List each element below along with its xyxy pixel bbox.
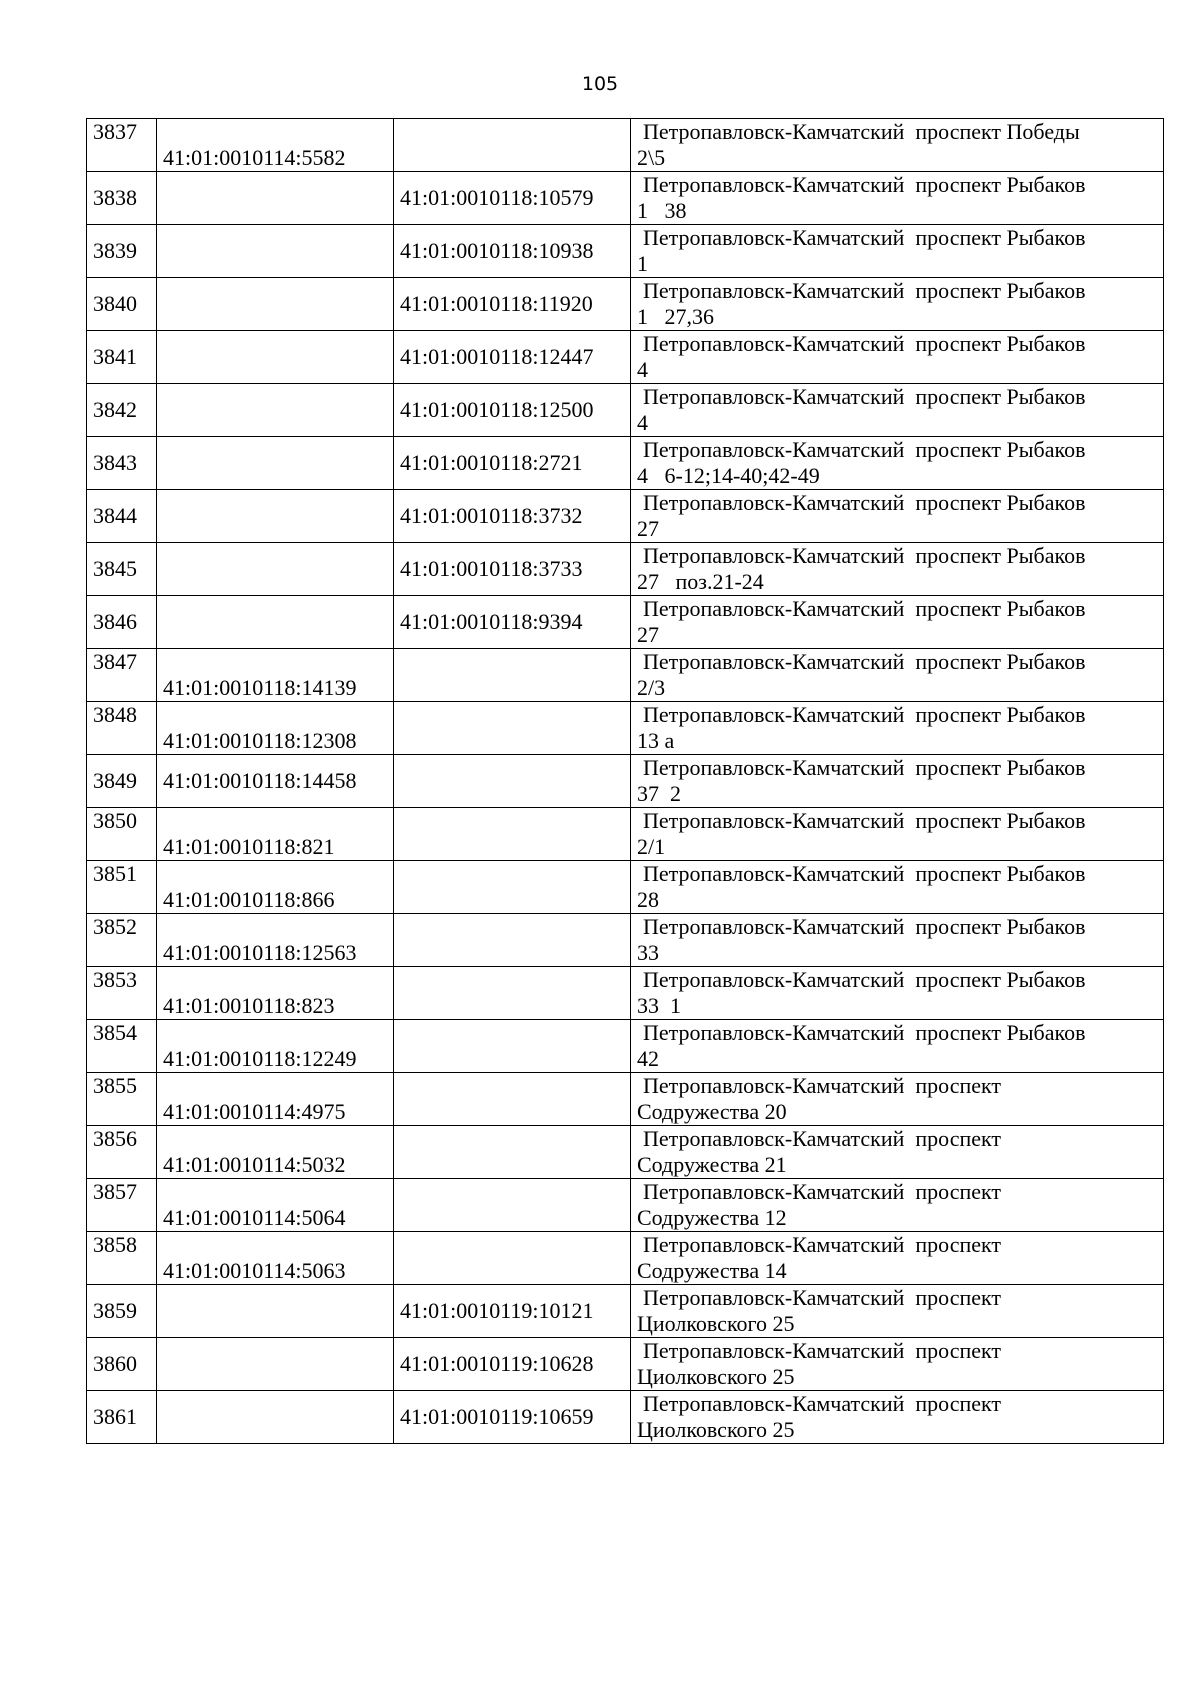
address-line-1: Петропавловск-Камчатский проспект Рыбаков <box>643 649 1086 674</box>
row-number-cell: 3852 <box>87 914 157 967</box>
address-line-1: Петропавловск-Камчатский проспект Рыбаков <box>643 702 1086 727</box>
table-row <box>87 596 1164 649</box>
address-cell <box>631 1179 1164 1232</box>
address-line-2: 4 <box>637 410 648 435</box>
address-line-2: Содружества 21 <box>637 1152 787 1177</box>
page-number: 105 <box>581 73 619 95</box>
address-line-2: 1 <box>637 251 648 276</box>
address-line-2: Циолковского 25 <box>637 1311 795 1336</box>
cadastral-number-a-cell <box>157 437 394 490</box>
cadastral-number-b-cell: 41:01:0010118:3733 <box>394 543 631 596</box>
table-row <box>87 119 1164 172</box>
row-number-cell: 3850 <box>87 808 157 861</box>
address-line-1: Петропавловск-Камчатский проспект Рыбаков <box>643 437 1086 462</box>
row-number-cell: 3857 <box>87 1179 157 1232</box>
cadastral-number-a-cell: 41:01:0010114:5063 <box>157 1232 394 1285</box>
address-cell <box>631 914 1164 967</box>
address-line-1: Петропавловск-Камчатский проспект Рыбаков <box>643 384 1086 409</box>
row-number-cell: 3847 <box>87 649 157 702</box>
cadastral-number-b-cell: 41:01:0010118:9394 <box>394 596 631 649</box>
address-line-2: 4 <box>637 357 648 382</box>
row-number-cell: 3842 <box>87 384 157 437</box>
cadastral-number-a-cell: 41:01:0010118:821 <box>157 808 394 861</box>
table-row <box>87 1285 1164 1338</box>
table-row <box>87 755 1164 808</box>
cadastral-number-a-cell: 41:01:0010118:14139 <box>157 649 394 702</box>
address-cell <box>631 119 1164 172</box>
address-line-1: Петропавловск-Камчатский проспект <box>643 1179 1002 1204</box>
cadastral-number-a-cell <box>157 384 394 437</box>
row-number-cell: 3858 <box>87 1232 157 1285</box>
cadastral-number-b-cell: 41:01:0010119:10659 <box>394 1391 631 1444</box>
address-cell <box>631 1391 1164 1444</box>
address-line-1: Петропавловск-Камчатский проспект Рыбаков <box>643 596 1086 621</box>
row-number-cell: 3860 <box>87 1338 157 1391</box>
table-row <box>87 1338 1164 1391</box>
table-row <box>87 437 1164 490</box>
address-cell <box>631 1232 1164 1285</box>
table-row <box>87 490 1164 543</box>
cadastral-number-a-cell: 41:01:0010118:12563 <box>157 914 394 967</box>
table-row <box>87 278 1164 331</box>
cadastral-number-a-cell: 41:01:0010114:5032 <box>157 1126 394 1179</box>
cadastral-number-b-cell <box>394 1020 631 1073</box>
cadastral-number-a-cell: 41:01:0010118:14458 <box>157 755 394 808</box>
cadastral-number-a-cell: 41:01:0010118:12308 <box>157 702 394 755</box>
cadastral-number-b-cell <box>394 649 631 702</box>
address-line-2: 2\5 <box>637 145 666 170</box>
cadastral-number-b-cell <box>394 1179 631 1232</box>
cadastral-number-b-cell <box>394 1073 631 1126</box>
cadastral-number-a-cell: 41:01:0010118:823 <box>157 967 394 1020</box>
address-line-1: Петропавловск-Камчатский проспект Рыбаков <box>643 1020 1086 1045</box>
cadastral-number-a-cell <box>157 1285 394 1338</box>
table-row <box>87 1020 1164 1073</box>
row-number-cell: 3845 <box>87 543 157 596</box>
address-line-2: 2/3 <box>637 675 666 700</box>
address-line-2: 1 27,36 <box>637 304 714 329</box>
address-line-2: Содружества 12 <box>637 1205 787 1230</box>
table-row <box>87 1126 1164 1179</box>
row-number-cell: 3838 <box>87 172 157 225</box>
cadastral-number-b-cell: 41:01:0010119:10628 <box>394 1338 631 1391</box>
address-cell <box>631 225 1164 278</box>
table-row <box>87 1179 1164 1232</box>
address-cell <box>631 1126 1164 1179</box>
address-cell <box>631 808 1164 861</box>
address-line-1: Петропавловск-Камчатский проспект Рыбаков <box>643 967 1086 992</box>
address-line-1: Петропавловск-Камчатский проспект Рыбаков <box>643 172 1086 197</box>
cadastral-number-a-cell <box>157 1391 394 1444</box>
table-row <box>87 331 1164 384</box>
address-line-2: 37 2 <box>637 781 681 806</box>
row-number-cell: 3840 <box>87 278 157 331</box>
table-row <box>87 914 1164 967</box>
cadastral-number-b-cell <box>394 861 631 914</box>
cadastral-number-b-cell: 41:01:0010118:11920 <box>394 278 631 331</box>
address-line-1: Петропавловск-Камчатский проспект Рыбаков <box>643 278 1086 303</box>
address-line-2: 2/1 <box>637 834 666 859</box>
table-row <box>87 861 1164 914</box>
address-cell <box>631 543 1164 596</box>
address-line-2: Содружества 20 <box>637 1099 787 1124</box>
address-line-2: 27 поз.21-24 <box>637 569 764 594</box>
row-number-cell: 3843 <box>87 437 157 490</box>
cadastral-number-a-cell <box>157 1338 394 1391</box>
row-number-cell: 3837 <box>87 119 157 172</box>
cadastral-number-b-cell: 41:01:0010119:10121 <box>394 1285 631 1338</box>
row-number-cell: 3839 <box>87 225 157 278</box>
address-line-2: Циолковского 25 <box>637 1417 795 1442</box>
address-cell <box>631 1020 1164 1073</box>
cadastral-number-a-cell: 41:01:0010114:4975 <box>157 1073 394 1126</box>
cadastral-number-b-cell <box>394 808 631 861</box>
address-line-1: Петропавловск-Камчатский проспект Рыбаков <box>643 490 1086 515</box>
cadastral-number-b-cell <box>394 755 631 808</box>
cadastral-number-a-cell <box>157 331 394 384</box>
address-line-1: Петропавловск-Камчатский проспект <box>643 1073 1002 1098</box>
row-number-cell: 3844 <box>87 490 157 543</box>
address-cell <box>631 384 1164 437</box>
address-cell <box>631 755 1164 808</box>
address-line-2: 33 <box>637 940 659 965</box>
table-row <box>87 543 1164 596</box>
cadastral-number-a-cell <box>157 172 394 225</box>
address-line-2: 42 <box>637 1046 659 1071</box>
cadastral-number-a-cell <box>157 225 394 278</box>
address-cell <box>631 649 1164 702</box>
cadastral-number-b-cell <box>394 967 631 1020</box>
table-row <box>87 1232 1164 1285</box>
cadastral-number-a-cell <box>157 490 394 543</box>
address-line-1: Петропавловск-Камчатский проспект <box>643 1285 1002 1310</box>
registry-table-body <box>87 119 1164 1444</box>
cadastral-number-a-cell: 41:01:0010114:5064 <box>157 1179 394 1232</box>
address-line-1: Петропавловск-Камчатский проспект Рыбаков <box>643 543 1086 568</box>
address-line-2: Циолковского 25 <box>637 1364 795 1389</box>
address-cell <box>631 1073 1164 1126</box>
cadastral-number-a-cell: 41:01:0010118:12249 <box>157 1020 394 1073</box>
cadastral-number-b-cell: 41:01:0010118:2721 <box>394 437 631 490</box>
row-number-cell: 3856 <box>87 1126 157 1179</box>
row-number-cell: 3855 <box>87 1073 157 1126</box>
address-cell <box>631 437 1164 490</box>
address-cell <box>631 596 1164 649</box>
address-line-1: Петропавловск-Камчатский проспект Рыбаков <box>643 861 1086 886</box>
address-cell <box>631 1338 1164 1391</box>
row-number-cell: 3853 <box>87 967 157 1020</box>
cadastral-number-a-cell: 41:01:0010114:5582 <box>157 119 394 172</box>
table-row <box>87 808 1164 861</box>
table-row <box>87 225 1164 278</box>
table-row <box>87 649 1164 702</box>
cadastral-number-a-cell: 41:01:0010118:866 <box>157 861 394 914</box>
cadastral-number-b-cell <box>394 1126 631 1179</box>
cadastral-number-b-cell: 41:01:0010118:10938 <box>394 225 631 278</box>
address-line-1: Петропавловск-Камчатский проспект Рыбаков <box>643 225 1086 250</box>
row-number-cell: 3846 <box>87 596 157 649</box>
cadastral-number-b-cell: 41:01:0010118:3732 <box>394 490 631 543</box>
address-line-1: Петропавловск-Камчатский проспект Рыбаков <box>643 914 1086 939</box>
row-number-cell: 3854 <box>87 1020 157 1073</box>
address-line-2: 27 <box>637 516 659 541</box>
address-cell <box>631 702 1164 755</box>
row-number-cell: 3848 <box>87 702 157 755</box>
cadastral-number-a-cell <box>157 596 394 649</box>
address-line-2: 33 1 <box>637 993 681 1018</box>
table-row <box>87 702 1164 755</box>
table-row <box>87 1391 1164 1444</box>
cadastral-number-b-cell: 41:01:0010118:10579 <box>394 172 631 225</box>
cadastral-number-b-cell: 41:01:0010118:12447 <box>394 331 631 384</box>
address-cell <box>631 331 1164 384</box>
table-row <box>87 967 1164 1020</box>
address-line-1: Петропавловск-Камчатский проспект Рыбаков <box>643 755 1086 780</box>
address-line-2: 28 <box>637 887 659 912</box>
row-number-cell: 3851 <box>87 861 157 914</box>
address-line-1: Петропавловск-Камчатский проспект <box>643 1338 1002 1363</box>
address-cell <box>631 967 1164 1020</box>
row-number-cell: 3859 <box>87 1285 157 1338</box>
cadastral-number-b-cell <box>394 1232 631 1285</box>
address-line-2: 27 <box>637 622 659 647</box>
address-line-1: Петропавловск-Камчатский проспект <box>643 1232 1002 1257</box>
row-number-cell: 3849 <box>87 755 157 808</box>
address-line-2: 1 38 <box>637 198 687 223</box>
address-line-2: Содружества 14 <box>637 1258 787 1283</box>
address-line-1: Петропавловск-Камчатский проспект <box>643 1126 1002 1151</box>
address-cell <box>631 172 1164 225</box>
address-cell <box>631 278 1164 331</box>
address-line-1: Петропавловск-Камчатский проспект Победы <box>643 119 1080 144</box>
address-cell <box>631 490 1164 543</box>
cadastral-number-a-cell <box>157 543 394 596</box>
cadastral-number-b-cell <box>394 119 631 172</box>
address-cell <box>631 1285 1164 1338</box>
table-row <box>87 1073 1164 1126</box>
address-line-2: 13 а <box>637 728 675 753</box>
cadastral-number-a-cell <box>157 278 394 331</box>
table-row <box>87 384 1164 437</box>
address-line-2: 4 6-12;14-40;42-49 <box>637 463 820 488</box>
table-row <box>87 172 1164 225</box>
address-line-1: Петропавловск-Камчатский проспект <box>643 1391 1002 1416</box>
registry-table <box>86 118 1164 1444</box>
row-number-cell: 3861 <box>87 1391 157 1444</box>
cadastral-number-b-cell: 41:01:0010118:12500 <box>394 384 631 437</box>
cadastral-number-b-cell <box>394 702 631 755</box>
row-number-cell: 3841 <box>87 331 157 384</box>
address-line-1: Петропавловск-Камчатский проспект Рыбаков <box>643 331 1086 356</box>
address-line-1: Петропавловск-Камчатский проспект Рыбаков <box>643 808 1086 833</box>
cadastral-number-b-cell <box>394 914 631 967</box>
address-cell <box>631 861 1164 914</box>
